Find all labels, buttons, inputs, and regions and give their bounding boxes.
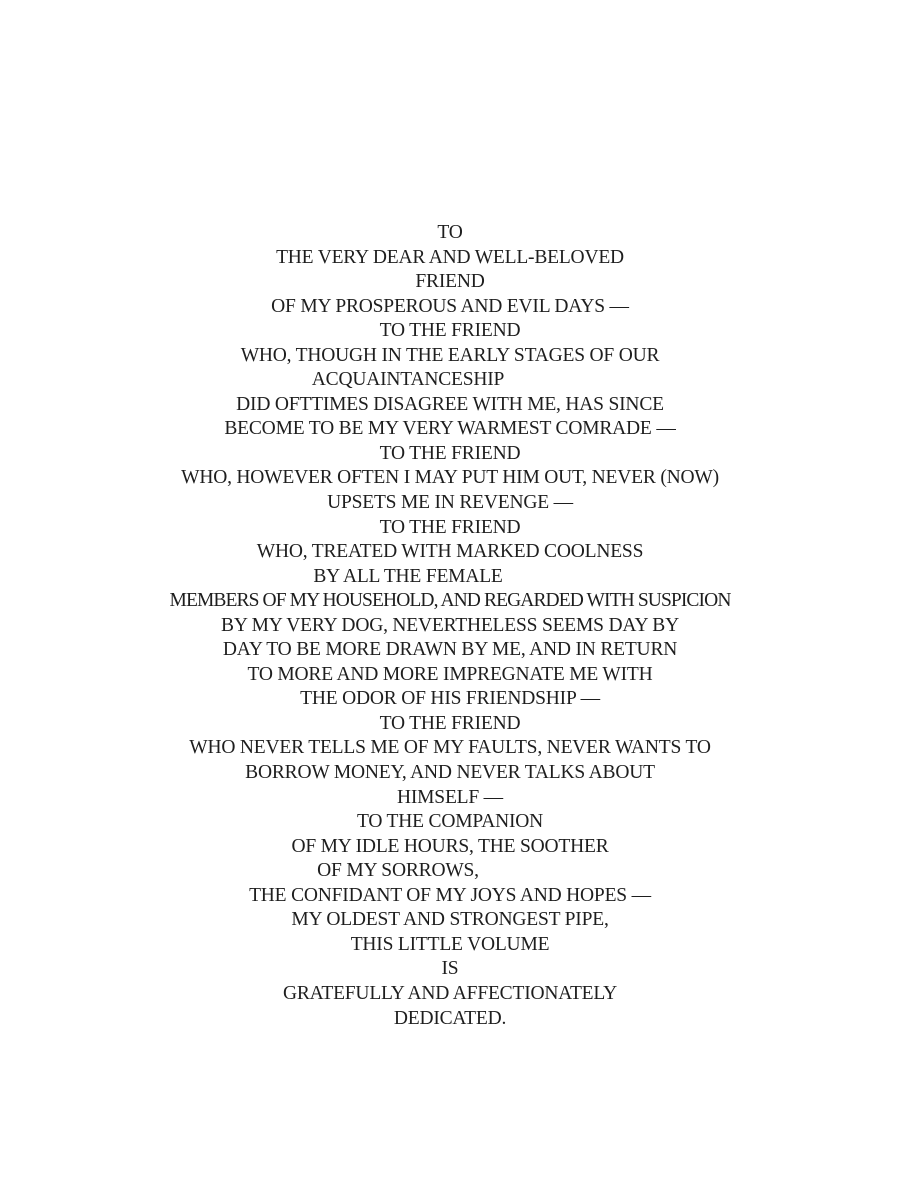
dedication-line: TO THE FRIEND bbox=[379, 320, 521, 342]
dedication-line: BY MY VERY DOG, NEVERTHELESS SEEMS DAY BY bbox=[221, 614, 679, 636]
dedication-line: TO THE FRIEND bbox=[379, 712, 521, 734]
dedication-line: THE VERY DEAR AND WELL-BELOVED bbox=[276, 246, 624, 268]
dedication-line: OF MY PROSPEROUS AND EVIL DAYS — bbox=[271, 295, 629, 317]
dedication-line: TO bbox=[437, 222, 463, 243]
dedication-line: THE ODOR OF HIS FRIENDSHIP — bbox=[300, 688, 600, 710]
dedication-line: HIMSELF — bbox=[396, 786, 503, 808]
dedication-line: BECOME TO BE MY VERY WARMEST COMRADE — bbox=[224, 418, 676, 440]
dedication-line: FRIEND bbox=[415, 271, 485, 293]
dedication-text bbox=[0, 221, 900, 1031]
dedication-line: WHO, TREATED WITH MARKED COOLNESS bbox=[256, 541, 644, 563]
dedication-line: BY ALL THE FEMALE bbox=[313, 565, 503, 587]
dedication-line: OF MY IDLE HOURS, THE SOOTHER bbox=[291, 835, 609, 857]
dedication-line: UPSETS ME IN REVENGE — bbox=[327, 492, 573, 514]
dedication-line: TO THE FRIEND bbox=[379, 442, 521, 464]
dedication-line: DID OFTTIMES DISAGREE WITH ME, HAS SINCE bbox=[236, 393, 664, 415]
dedication-line: BORROW MONEY, AND NEVER TALKS ABOUT bbox=[245, 762, 655, 784]
dedication-line: TO THE COMPANION bbox=[356, 811, 544, 833]
dedication-line: TO MORE AND MORE IMPREGNATE ME WITH bbox=[247, 663, 653, 685]
dedication-line: THE CONFIDANT OF MY JOYS AND HOPES — bbox=[249, 884, 651, 906]
dedication-line: WHO, HOWEVER OFTEN I MAY PUT HIM OUT, NEVER (NOW) bbox=[181, 467, 719, 489]
dedication-line: ACQUAINTANCESHIP bbox=[311, 369, 505, 391]
dedication-line: DAY TO BE MORE DRAWN BY ME, AND IN RETURN bbox=[222, 639, 678, 661]
dedication-line: OF MY SORROWS, bbox=[317, 860, 479, 882]
dedication-line: THIS LITTLE VOLUME bbox=[350, 933, 550, 955]
dedication-line: IS bbox=[441, 958, 459, 980]
dedication-line: MY OLDEST AND STRONGEST PIPE, bbox=[291, 909, 609, 931]
dedication-line: WHO, THOUGH IN THE EARLY STAGES OF OUR bbox=[240, 344, 660, 366]
dedication-line: DEDICATED. bbox=[393, 1007, 507, 1029]
dedication-line: TO THE FRIEND bbox=[379, 516, 521, 538]
dedication-line: WHO NEVER TELLS ME OF MY FAULTS, NEVER WANTS TO bbox=[189, 737, 711, 759]
dedication-line: MEMBERS OF MY HOUSEHOLD, AND REGARDED WITH SUSPICION bbox=[169, 590, 731, 612]
dedication-line: GRATEFULLY AND AFFECTIONATELY bbox=[282, 982, 618, 1004]
